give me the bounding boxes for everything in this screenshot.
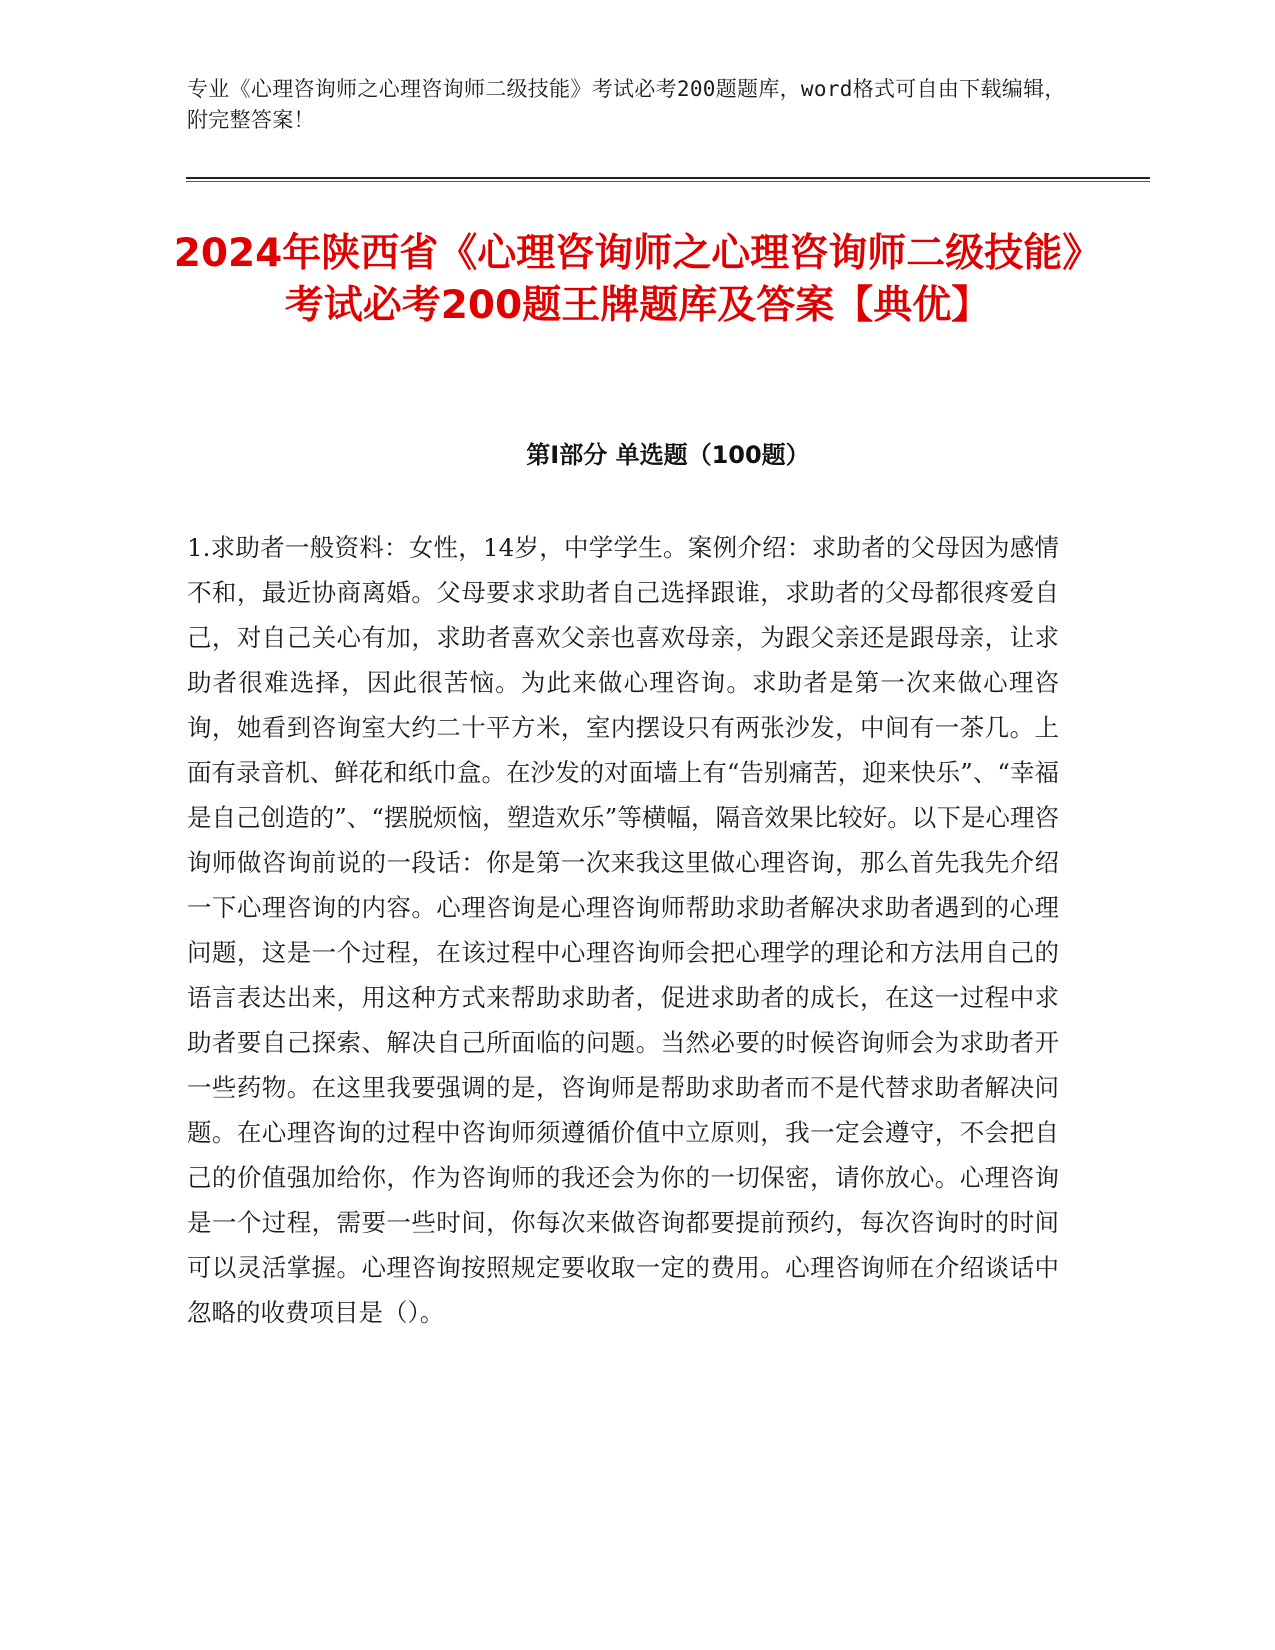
section-title: 第I部分 单选题（100题） xyxy=(526,441,810,469)
header-note: 专业《心理咨询师之心理咨询师二级技能》考试必考200题题库，word格式可自由下载编辑，附完整答案！ xyxy=(187,77,1066,132)
question-1-text: 1.求助者一般资料：女性，14岁，中学学生。案例介绍：求助者的父母因为感情不和，最近协商离婚。父母要求求助者自己选择跟谁，求助者的父母都很疼爱自己，对自己关心有加，求助者喜欢父亲也喜欢母亲，为跟父亲还是跟母亲，让求助者很难选择，因此很苦恼。为此来做心理咨询。求助者是第一次来做心理咨询，她看到咨询室大约二十平方米，室内摆设只有两张沙发，中间有一茶几。上面有录音机、鲜花和纸巾盒。在沙发的对面墙上有“告别痛苦，迎来快乐”、“幸福是自己创造的”、“摆脱烦恼，塑造欢乐”等横幅，隔音效果比较好。以下是心理咨询师做咨询前说的一段话：你是第一次来我这里做心理咨询，那么首先我先介绍一下心理咨询的内容。心理咨询是心理咨询师帮助求助者解决求助者遇到的心理问题，这是一个过程，在该过程中心理咨询师会把心理学的理论和方法用自己的语言表达出来，用这种方式来帮助求助者，促进求助者的成长，在这一过程中求助者要自己探索、解决自己所面临的问题。当然必要的时候咨询师会为求助者开一些药物。在这里我要强调的是，咨询师是帮助求助者而不是代替求助者解决问题。在心理咨询的过程中咨询师须遵循价值中立原则，我一定会遵守，不会把自己的价值强加给你，作为咨询师的我还会为你的一切保密，请你放心。心理咨询是一个过程，需要一些时间，你每次来做咨询都要提前预约，每次咨询时的时间可以灵活掌握。心理咨询按照规定要收取一定的费用。心理咨询师在介绍谈话中忽略的收费项目是（）。 xyxy=(187,533,1059,1327)
header-divider xyxy=(186,177,1150,179)
header-divider-thin xyxy=(186,181,1150,182)
document-title: 2024年陕西省《心理咨询师之心理咨询师二级技能》考试必考200题王牌题库及答案【典优】 xyxy=(173,231,1102,328)
